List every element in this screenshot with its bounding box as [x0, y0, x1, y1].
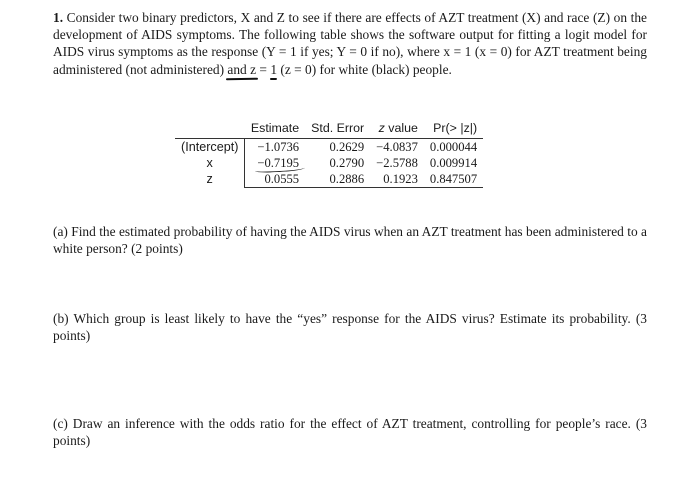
table-corner	[175, 120, 245, 139]
handwritten-underline-mark: −0.7195	[257, 156, 300, 170]
cell-z-value: 0.1923	[370, 171, 424, 188]
cell-std-error: 0.2790	[329, 156, 365, 170]
part-b-question: (b) Which group is least likely to have the “yes” response for the AIDS virus? Estimate its probability. (3 points)	[53, 311, 647, 344]
table-row-intercept	[175, 139, 483, 156]
cell-std-error: 0.2886	[305, 171, 370, 188]
cell-estimate: −1.0736	[257, 140, 300, 154]
table-row-z	[175, 171, 483, 188]
header-p-value: Pr(> |z|)	[424, 120, 483, 139]
intro-underlined-text: and z	[227, 61, 257, 77]
question-number: 1.	[53, 10, 64, 25]
cell-estimate	[245, 155, 305, 171]
cell-z-value: −2.5788	[376, 156, 418, 170]
intro-equals: =	[256, 61, 271, 77]
part-c-question: (c) Draw an inference with the odds ratio for the effect of AZT treatment, controlling for people’s race. (3 points)	[53, 416, 647, 449]
header-estimate: Estimate	[245, 120, 305, 139]
header-z-symbol: z	[378, 121, 385, 135]
cell-p-value: 0.009914	[429, 156, 478, 170]
regression-output-table	[175, 120, 483, 188]
cell-estimate: 0.0555	[245, 171, 305, 188]
row-label: z	[175, 171, 245, 188]
intro-text-end: (z = 0) for white (black) people.	[277, 61, 452, 77]
part-a-question: (a) Find the estimated probability of having the AIDS virus when an AZT treatment has been administered to a white person? (2 points)	[53, 224, 647, 257]
table-header-row	[175, 120, 483, 139]
row-label: (Intercept)	[175, 139, 245, 156]
table-row-x	[175, 155, 483, 171]
header-z-rest: value	[384, 121, 418, 135]
cell-p-value: 0.847507	[424, 171, 483, 188]
cell-p-value: 0.000044	[429, 140, 478, 154]
intro-underlined-value: 1	[270, 61, 278, 77]
question-intro	[53, 9, 647, 78]
row-label: x	[175, 155, 245, 171]
intro-text: Consider two binary predictors, X and Z to see if there are effects of AZT treatment (X) and race (Z) on the development of AIDS symptoms. The following table shows the software output for fitting a logit model for AIDS virus symptoms as the response (Y = 1 if yes; Y = 0 if no), where x = 1 (x = 0) for AZT treatment being administered (not administered)	[53, 10, 647, 77]
cell-std-error: 0.2629	[329, 140, 365, 154]
header-std-error: Std. Error	[305, 120, 370, 139]
header-z-value	[370, 120, 424, 139]
cell-z-value: −4.0837	[376, 140, 418, 154]
